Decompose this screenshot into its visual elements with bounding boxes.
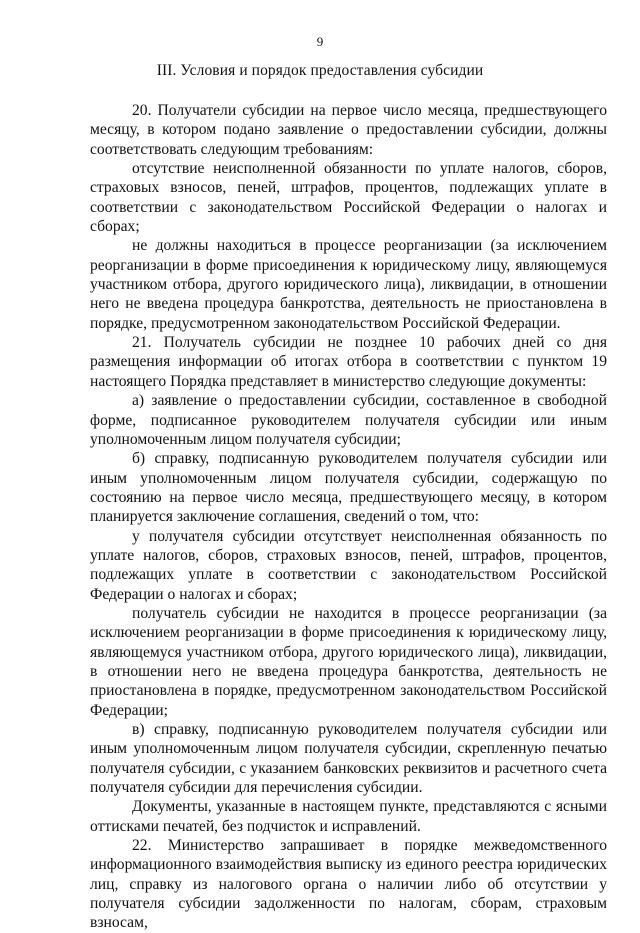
paragraph-21-item-b: б) справку, подписанную руководителем получателя субсидии или иным уполномоченным лицом получателя субсидии, содержащую по состоянию на первое число месяца, предшествующего месяцу, в котором планируется заключение соглашения, сведений о том, что:: [90, 450, 607, 526]
paragraph-21: 21. Получатель субсидии не позднее 10 рабочих дней со дня размещения информации об итогах отбора в соответствии с пунктом 19 настоящего Порядка представляет в министерство следующие документы:: [90, 334, 607, 390]
paragraph-20: 20. Получатели субсидии на первое число месяца, предшествующего месяцу, в котором подано заявление о предоставлении субсидии, должны соответствовать следующим требованиям:: [90, 102, 607, 158]
paragraph-21-item-b-reorganization: получатель субсидии не находится в процессе реорганизации (за исключением реорганизации в форме присоединения к юридическому лицу, являющемуся участником отбора, другого юридического лица), ликвидации, в отношении него не введена процедура банкротства, деятельность не приостановлена в порядке, предусмотренном законодательством Российской Федерации;: [90, 604, 607, 719]
paragraph-21-item-v: в) справку, подписанную руководителем получателя субсидии или иным уполномоченным лицом получателя субсидии, скрепленную печатью получателя субсидии, с указанием банковских реквизитов и расчетного счета получателя субсидии для перечисления субсидии.: [90, 721, 607, 797]
section-title: III. Условия и порядок предоставления субсидии: [156, 62, 484, 79]
paragraph-21-documents-note: Документы, указанные в настоящем пункте, представляются с ясными оттисками печатей, без подчисток и исправлений.: [90, 798, 607, 835]
page-number: 9: [316, 34, 324, 49]
document-body: [90, 101, 607, 933]
paragraph-21-item-a: а) заявление о предоставлении субсидии, составленное в свободной форме, подписанное руководителем получателя субсидии или иным уполномоченным лицом получателя субсидии;: [90, 392, 607, 448]
paragraph-21-item-b-taxes: у получателя субсидии отсутствует неисполненная обязанность по уплате налогов, сборов, страховых взносов, пеней, штрафов, процентов, подлежащих уплате в соответствии с законодательством Российской Федерации о налогах и сборах;: [90, 527, 607, 603]
paragraph-20-requirement-reorganization: не должны находиться в процессе реорганизации (за исключением реорганизации в форме присоединения к юридическому лицу, являющемуся участником отбора, другого юридического лица), ликвидации, в отношении него не введена процедура банкротства, деятельность не приостановлена в порядке, предусмотренном законодательством Российской Федерации.: [90, 237, 607, 332]
paragraph-22: 22. Министерство запрашивает в порядке межведомственного информационного взаимодействия выписку из единого реестра юридических лиц, справку из налогового органа о наличии либо об отсутствии у получателя субсидии задолженности по налогам, сборам, страховым взносам,: [90, 837, 607, 932]
paragraph-20-requirement-taxes: отсутствие неисполненной обязанности по уплате налогов, сборов, страховых взносов, пеней, штрафов, процентов, подлежащих уплате в соответствии с законодательством Российской Федерации о налогах и сборах;: [90, 160, 607, 236]
